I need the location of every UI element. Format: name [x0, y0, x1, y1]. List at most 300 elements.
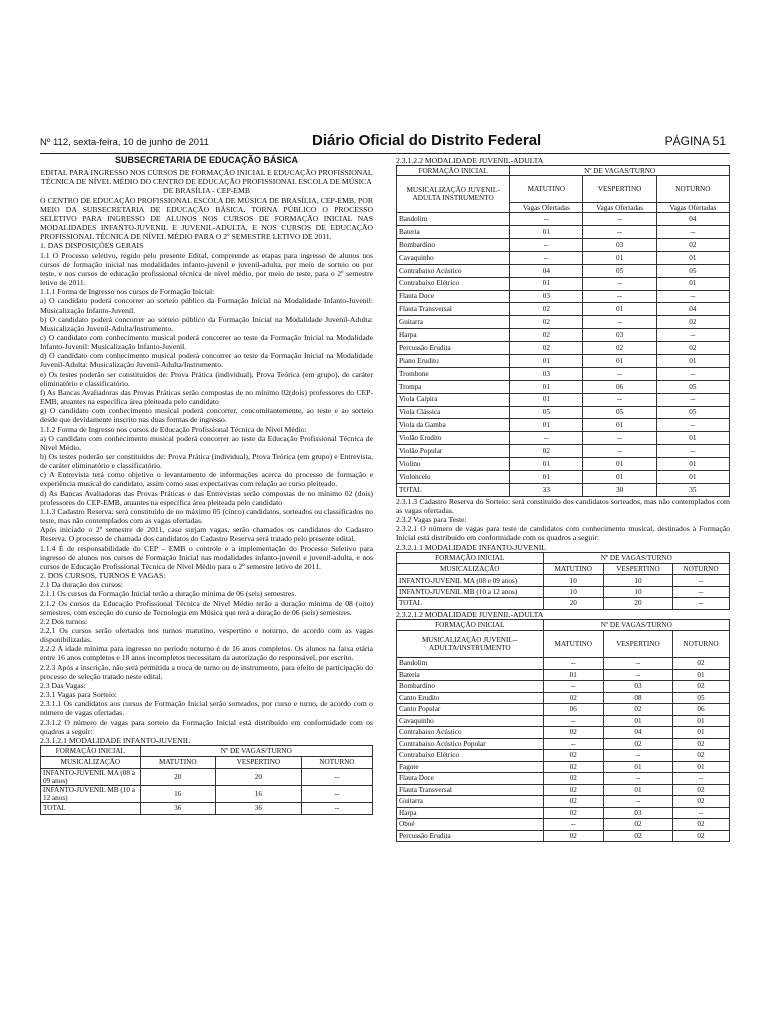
cell-value: --: [656, 393, 729, 406]
cell-value: 33: [510, 483, 583, 496]
cell-value: 05: [656, 264, 729, 277]
cell-value: --: [656, 329, 729, 342]
table-row: [397, 681, 730, 693]
cell-value: 01: [510, 354, 583, 367]
paragraph: 2.3.1 Vagas para Sorteio:: [40, 690, 117, 700]
row-label: Contrabaixo Acústico Popular: [397, 738, 544, 750]
cell-value: --: [510, 251, 583, 264]
table-header: FORMAÇÃO INICIAL: [397, 166, 510, 176]
cell-value: 02: [672, 750, 729, 762]
cell-value: 01: [510, 226, 583, 239]
cell-value: 01: [603, 715, 672, 727]
cell-value: 16: [140, 786, 215, 803]
table-row: [397, 761, 730, 773]
cell-value: 20: [603, 598, 672, 609]
cell-value: 01: [656, 432, 729, 445]
cell-value: 02: [510, 329, 583, 342]
paragraph: 1.1 O Processo seletivo, regido pelo presente Edital, compreende as etapas para ingresso de alunos nos cursos de formação inicial nas modalidades infanto-juvenil e juvenil-adulta, por meio de sorteio ou por teste, e nos cursos de educação profissional técnica de nível médio, por meio de teste, para o 2º semestre letivo de 2011.: [40, 250, 373, 288]
cell-value: 10: [543, 586, 603, 597]
cell-value: --: [583, 213, 656, 226]
paragraph: 2.2.3 Após a inscrição, não será permitida a troca de turno ou de instrumento, para efeito de participação do processo de seleção tratado neste edital.: [40, 662, 373, 681]
left-column: [40, 156, 373, 815]
cell-value: 30: [583, 483, 656, 496]
cell-value: 01: [543, 669, 603, 681]
cell-value: 02: [543, 692, 603, 704]
table-row: [397, 715, 730, 727]
table-row: [41, 768, 373, 785]
table-row: [397, 419, 730, 432]
cell-value: 36: [140, 803, 215, 814]
table-row: [397, 692, 730, 704]
row-label: Canto Erudito: [397, 692, 544, 704]
table-header: MATUTINO: [510, 176, 583, 203]
row-label: Bateria: [397, 669, 544, 681]
table-header: Nº DE VAGAS/TURNO: [543, 619, 729, 631]
right-paragraphs: [396, 497, 730, 552]
paragraph: b) O candidato poderá concorrer ao sorteio público da Formação Inicial na Modalidade Juvenil-Adulta: Musicalização Juvenil-Adulta/Instrumento.: [40, 314, 373, 333]
right-column: [396, 156, 730, 842]
paragraph: 1.1.2 Forma de Ingresso nos cursos de Educação Profissional Técnica de Nível Médio:: [40, 424, 307, 434]
cell-value: 03: [603, 681, 672, 693]
paragraph: f) As Bancas Avaliadoras das Provas Práticas serão compostas de no mínimo 02(dois) professores do CEP-EMB, atuantes na específica área pleiteada pelo candidato: [40, 387, 373, 407]
paragraph: 1.1.3 Cadastro Reserva: será constituído de no máximo 05 (cinco) candidatos, sorteados ou classificados no teste, mas não contemplados com as vagas ofertadas.: [40, 506, 373, 526]
cell-value: 02: [510, 303, 583, 316]
paragraph: 2.1 Da duração dos cursos:: [40, 580, 124, 590]
cell-value: 02: [672, 819, 729, 831]
row-label: Cavaquinho: [397, 715, 544, 727]
row-label: Flauta Transversal: [397, 303, 510, 316]
cell-value: --: [510, 432, 583, 445]
cell-value: --: [603, 750, 672, 762]
cell-value: 04: [656, 303, 729, 316]
table-row: [397, 316, 730, 329]
paragraph: 2.3.2.1 O número de vagas para teste de candidatos com conhecimento musical, destinados à Formação Inicial está distribuído em conformidade com os quadros a seguir:: [396, 524, 730, 543]
table-row: [397, 380, 730, 393]
left-paragraphs: [40, 196, 373, 745]
cell-value: --: [583, 393, 656, 406]
cell-value: 35: [656, 483, 729, 496]
paragraph: O CENTRO DE EDUCAÇÃO PROFISSIONAL ESCOLA DE MÚSICA DE BRASÍLIA, CEP-EMB, POR MEIO DA SUBSECRETARIA DE EDUCAÇÃO BÁSICA, TORNA PÚBLICO O PROCESSO SELETIVO PARA INGRESSO DE ALUNOS NOS CURSOS DE FORMAÇÃO INICIAL NAS MODALIDADES INFANTO-JUVENIL E JUVENIL-ADULTA, E NOS CURSOS DE EDUCAÇÃO PROFISSIONAL TÉCNICA DE NÍVEL MÉDIO PARA O 2º SEMESTRE LETIVO DE 2011.: [40, 195, 373, 242]
table-header: Vagas Ofertadas: [656, 203, 729, 213]
table-header: MATUTINO: [140, 757, 215, 768]
infanto-juvenil-sorteio-table: [40, 745, 373, 815]
cell-value: --: [603, 658, 672, 670]
cell-value: --: [583, 316, 656, 329]
cell-value: 05: [583, 264, 656, 277]
paragraph: 2.3 Das Vagas:: [40, 680, 86, 690]
cell-value: --: [656, 290, 729, 303]
cell-value: 05: [656, 380, 729, 393]
cell-value: 02: [672, 784, 729, 796]
row-label: Flauta Doce: [397, 290, 510, 303]
cell-value: 01: [583, 419, 656, 432]
cell-value: --: [603, 773, 672, 785]
row-label: Flauta Doce: [397, 773, 544, 785]
infanto-juvenil-teste-table: [396, 552, 730, 610]
page-header: [40, 131, 730, 153]
table-row: [397, 354, 730, 367]
cell-value: --: [583, 445, 656, 458]
row-label: Contrabaixo Elétrico: [397, 277, 510, 290]
cell-value: --: [656, 226, 729, 239]
cell-value: 20: [543, 598, 603, 609]
table-row: [397, 750, 730, 762]
cell-value: 01: [583, 354, 656, 367]
cell-value: --: [603, 796, 672, 808]
cell-value: --: [301, 768, 372, 785]
cell-value: 02: [543, 761, 603, 773]
table-row: [397, 264, 730, 277]
table-header: MATUTINO: [543, 564, 603, 575]
cell-value: 06: [543, 704, 603, 716]
cell-value: 02: [656, 238, 729, 251]
cell-value: 01: [583, 251, 656, 264]
paragraph: 2.3.1.2.1 MODALIDADE INFANTO-JUVENIL: [40, 735, 191, 745]
table-row: [397, 727, 730, 739]
table-row: [397, 432, 730, 445]
cell-value: 01: [510, 380, 583, 393]
table-header: Nº DE VAGAS/TURNO: [140, 746, 372, 757]
cell-value: 10: [543, 575, 603, 586]
table-header: NOTURNO: [672, 631, 729, 658]
table-row: [397, 773, 730, 785]
paragraph: 2.3.1.3 Cadastro Reserva do Sorteio: será constituído dos candidatos sorteados, mas não contemplados com as vagas ofertadas.: [396, 496, 730, 515]
row-label: Bateria: [397, 226, 510, 239]
cell-value: 20: [215, 768, 301, 785]
cell-value: 05: [656, 406, 729, 419]
paragraph: b) Os testes poderão ser constituídos de: Prova Prática (individual), Prova Teórica (em grupo) e Entrevista, de caráter eliminatório e classificatório.: [40, 452, 373, 471]
cell-value: 02: [510, 342, 583, 355]
table-header: Nº DE VAGAS/TURNO: [510, 166, 730, 176]
row-label: Percussão Erudita: [397, 830, 544, 842]
cell-value: 20: [140, 768, 215, 785]
cell-value: 06: [583, 380, 656, 393]
table-header: FORMAÇÃO INICIAL: [397, 552, 544, 563]
cell-value: --: [672, 807, 729, 819]
cell-value: 01: [656, 251, 729, 264]
cell-value: 04: [603, 727, 672, 739]
cell-value: 16: [215, 786, 301, 803]
table-row: [397, 238, 730, 251]
cell-value: 02: [603, 830, 672, 842]
table-row: [397, 704, 730, 716]
cell-value: 01: [656, 277, 729, 290]
table-header: FORMAÇÃO INICIAL: [41, 746, 141, 757]
table-row: [397, 367, 730, 380]
row-label: Guitarra: [397, 316, 510, 329]
cell-value: 02: [603, 738, 672, 750]
table-header: VESPERTINO: [215, 757, 301, 768]
page-number: PÁGINA 51: [664, 134, 726, 148]
cell-value: 02: [543, 773, 603, 785]
cell-value: --: [672, 773, 729, 785]
cell-value: 01: [672, 669, 729, 681]
paragraph: 1.1.4 É de responsabilidade do CEP – EMB o controle e a implementação do Processo Seletivo para ingresso de alunos nos cursos de Formação Inicial nas modalidades infanto-juvenil e juvenil-adulta, e nos cursos de Educação Profissional Técnica de Nível Médio para o 2º semestre letivo de 2011.: [40, 543, 373, 571]
table-caption: 2.3.2.1.2 MODALIDADE JUVENIL-ADULTA: [396, 609, 544, 619]
cell-value: 01: [583, 458, 656, 471]
table-row: [397, 458, 730, 471]
row-label: TOTAL: [397, 483, 510, 496]
table-row: [397, 575, 730, 586]
row-label: Harpa: [397, 329, 510, 342]
table-header: MUSICALIZAÇÃO JUVENIL-ADULTA INSTRUMENTO: [397, 176, 510, 213]
cell-value: --: [583, 277, 656, 290]
paragraph: e) Os testes poderão ser constituídos de: Prova Prática (individual), Prova Teórica (em grupo), de caráter eliminatório e classificatório.: [40, 369, 373, 388]
cell-value: 02: [603, 819, 672, 831]
table-row: [397, 329, 730, 342]
paragraph: 1. DAS DISPOSIÇÕES GERAIS: [40, 241, 144, 251]
section-title: SUBSECRETARIA DE EDUCAÇÃO BÁSICA: [114, 155, 298, 165]
cell-value: --: [543, 738, 603, 750]
table-row: [397, 669, 730, 681]
paragraph: d) O candidato com conhecimento musical poderá concorrer ao teste da Formação Inicial na Modalidade Juvenil-Adulta: Musicalização Juvenil-Adulta/Instrumento.: [40, 351, 373, 370]
row-label: Violão Popular: [397, 445, 510, 458]
cell-value: --: [510, 238, 583, 251]
table-row: [397, 830, 730, 842]
paragraph: 2.2 Dos turnos:: [40, 616, 88, 626]
paragraph: c) A Entrevista terá como objetivo o levantamento de informações acerca do processo de formação e experiência musical do candidato, assim como suas expectativas com relação ao curso pleiteado.: [40, 470, 373, 489]
header-rule: [40, 153, 730, 154]
table-header: Vagas Ofertadas: [510, 203, 583, 213]
table-header: FORMAÇÃO INICIAL: [397, 619, 544, 631]
table-row: [397, 738, 730, 750]
cell-value: 02: [543, 727, 603, 739]
row-label: Fagote: [397, 761, 544, 773]
row-label: Bandolim: [397, 213, 510, 226]
cell-value: 01: [583, 303, 656, 316]
cell-value: --: [583, 290, 656, 303]
paragraph: c) O candidato com conhecimento musical poderá concorrer ao teste da Formação Inicial na Modalidade Infanto-Juvenil: Musicalização Infanto-Juvenil.: [40, 332, 373, 352]
cell-value: --: [656, 419, 729, 432]
cell-value: 36: [215, 803, 301, 814]
row-label: TOTAL: [41, 803, 141, 814]
edital-title: EDITAL PARA INGRESSO NOS CURSOS DE FORMAÇÃO INICIAL E EDUCAÇÃO PROFISSIONAL TÉCNICA DE NÍVEL MÉDIO DO CENTRO DE EDUCAÇÃO PROFISSIONAL ESCOLA DE MÚSICA DE BRASÍLIA - CEP-EMB: [40, 168, 373, 196]
paragraph: 2.2.2 A idade mínima para ingresso no período noturno é de 16 anos completos. Os alunos na faixa etária entre 16 anos completos e 18 anos incompletos necessitam da autorização do responsável, por escrito.: [40, 644, 373, 663]
cell-value: 03: [510, 290, 583, 303]
cell-value: 01: [510, 277, 583, 290]
cell-value: 03: [583, 238, 656, 251]
cell-value: --: [672, 575, 729, 586]
table-header: VESPERTINO: [603, 564, 672, 575]
table-row: [397, 213, 730, 226]
cell-value: 02: [543, 796, 603, 808]
cell-value: 01: [672, 727, 729, 739]
table-header: MUSICALIZAÇÃO JUVENIL--ADULTA/INSTRUMENTO: [397, 631, 544, 658]
cell-value: --: [301, 803, 372, 814]
cell-value: 01: [656, 354, 729, 367]
table-row: [397, 586, 730, 597]
journal-title: Diário Oficial do Distrito Federal: [312, 132, 542, 149]
cell-value: --: [543, 681, 603, 693]
cell-value: 01: [656, 470, 729, 483]
cell-value: --: [301, 786, 372, 803]
cell-value: 02: [543, 807, 603, 819]
issue-line: Nº 112, sexta-feira, 10 de junho de 2011: [40, 137, 209, 148]
table-row: [397, 658, 730, 670]
cell-value: 01: [510, 470, 583, 483]
row-label: Viola da Gamba: [397, 419, 510, 432]
table-header: MUSICALIZAÇÃO: [41, 757, 141, 768]
cell-value: --: [672, 598, 729, 609]
cell-value: 06: [672, 704, 729, 716]
table-row: [41, 803, 373, 814]
cell-value: --: [656, 367, 729, 380]
table-row: [397, 251, 730, 264]
cell-value: --: [543, 819, 603, 831]
row-label: Oboé: [397, 819, 544, 831]
table-row: [397, 393, 730, 406]
table-header: VESPERTINO: [583, 176, 656, 203]
paragraph: a) O candidato poderá concorrer ao sorteio público da Formação Inicial na Modalidade Infanto-Juvenil: Musicalização Infanto-Juvenil.: [40, 296, 373, 315]
row-label: Canto Popular: [397, 704, 544, 716]
cell-value: 02: [672, 830, 729, 842]
juvenil-adulta-teste-table: [396, 619, 730, 843]
cell-value: 01: [510, 393, 583, 406]
paragraph: 1.1.1 Forma de Ingresso nos cursos de Formação Inicial:: [40, 287, 215, 297]
table-row: [41, 786, 373, 803]
cell-value: 01: [510, 458, 583, 471]
cell-value: 01: [672, 715, 729, 727]
cell-value: 01: [672, 761, 729, 773]
row-label: INFANTO-JUVENIL MB (10 a 12 anos): [41, 786, 141, 803]
row-label: Flauta Transversal: [397, 784, 544, 796]
cell-value: 01: [583, 470, 656, 483]
row-label: INFANTO-JUVENIL MA (08 a 09 anos): [41, 768, 141, 785]
cell-value: 02: [510, 445, 583, 458]
table-row: [397, 290, 730, 303]
row-label: TOTAL: [397, 598, 544, 609]
table-row: [397, 303, 730, 316]
row-label: Contrabaixo Acústico: [397, 264, 510, 277]
paragraph: d) As Bancas Avaliadoras das Provas Práticas e das Entrevistas serão compostas de no mínimo 02 (dois) professores do CEP-EMB, atuantes na específica área pleiteada pelo candidato: [40, 488, 373, 507]
row-label: Piano Erudito: [397, 354, 510, 367]
cell-value: 04: [510, 264, 583, 277]
paragraph: a) O candidato com conhecimento musical poderá concorrer ao teste da Educação Profissional Técnica de Nível Médio.: [40, 433, 373, 452]
cell-value: 02: [543, 784, 603, 796]
paragraph: 2.3.2.1.1 MODALIDADE INFANTO-JUVENIL: [396, 542, 547, 552]
table-row: [397, 784, 730, 796]
table-row: [397, 342, 730, 355]
cell-value: 05: [672, 692, 729, 704]
juvenil-adulta-sorteio-table: [396, 165, 730, 497]
cell-value: 01: [603, 761, 672, 773]
cell-value: --: [656, 445, 729, 458]
table-row: [397, 445, 730, 458]
table-header: NOTURNO: [672, 564, 729, 575]
paragraph: 2.3.1.1 Os candidatos aos cursos de Formação Inicial serão sorteados, por curso e turno, de acordo com o número de vagas ofertadas.: [40, 699, 373, 718]
row-label: Contrabaixo Acústico: [397, 727, 544, 739]
cell-value: --: [543, 715, 603, 727]
row-label: Viola Clássica: [397, 406, 510, 419]
table-header: NOTURNO: [656, 176, 729, 203]
table-header: Vagas Ofertadas: [583, 203, 656, 213]
cell-value: 02: [672, 658, 729, 670]
row-label: Violão Erudito: [397, 432, 510, 445]
cell-value: 02: [672, 796, 729, 808]
cell-value: 02: [543, 750, 603, 762]
row-label: Cavaquinho: [397, 251, 510, 264]
table-row: [397, 483, 730, 496]
cell-value: --: [583, 226, 656, 239]
cell-value: --: [583, 432, 656, 445]
paragraph: Após iniciado o 2º semestre de 2011, caso surjam vagas, serão chamados os candidatos do Cadastro Reserva. O processo de chamada dos candidatos do Cadastro Reserva será tratado pelo presente edital.: [40, 525, 373, 544]
table-row: [397, 598, 730, 609]
cell-value: 03: [603, 807, 672, 819]
paragraph: g) O candidato com conhecimento musical poderá concorrer, concomitantemente, ao teste e ao sorteio desde que devidamente inscrito nas duas formas de ingresso.: [40, 406, 373, 425]
row-label: INFANTO-JUVENIL MB (10 a 12 anos): [397, 586, 544, 597]
cell-value: 04: [656, 213, 729, 226]
table-row: [397, 807, 730, 819]
row-label: Bombardino: [397, 681, 544, 693]
paragraph: 2.3.1.2 O número de vagas para sorteio da Formação Inicial está distribuído em conformidade com os quadros a seguir:: [40, 717, 373, 736]
row-label: Percussão Erudita: [397, 342, 510, 355]
row-label: Bombardino: [397, 238, 510, 251]
cell-value: 01: [656, 458, 729, 471]
row-label: Guitarra: [397, 796, 544, 808]
cell-value: 05: [583, 406, 656, 419]
table-row: [397, 796, 730, 808]
table-header: Nº DE VAGAS/TURNO: [543, 552, 729, 563]
cell-value: 08: [603, 692, 672, 704]
paragraph: 2.2.1 Os cursos serão ofertados nos turnos matutino, vespertino e noturno, de acordo com as vagas disponibilizadas.: [40, 625, 373, 645]
cell-value: 02: [603, 704, 672, 716]
cell-value: 01: [603, 784, 672, 796]
table-header: NOTURNO: [301, 757, 372, 768]
table-row: [397, 819, 730, 831]
table-row: [397, 406, 730, 419]
row-label: Viola Caipira: [397, 393, 510, 406]
cell-value: 02: [510, 316, 583, 329]
cell-value: --: [603, 669, 672, 681]
row-label: Trombone: [397, 367, 510, 380]
row-label: Trompa: [397, 380, 510, 393]
cell-value: 05: [510, 406, 583, 419]
cell-value: 02: [656, 342, 729, 355]
table-row: [397, 226, 730, 239]
cell-value: 02: [672, 738, 729, 750]
row-label: Violino: [397, 458, 510, 471]
cell-value: --: [510, 213, 583, 226]
table-header: MATUTINO: [543, 631, 603, 658]
table-row: [397, 277, 730, 290]
cell-value: 10: [603, 575, 672, 586]
table-header: MUSICALIZAÇÃO: [397, 564, 544, 575]
cell-value: 10: [603, 586, 672, 597]
paragraph: 2. DOS CURSOS, TURNOS E VAGAS:: [40, 571, 166, 581]
paragraph: 2.1.2 Os cursos da Educação Profissional Técnica de Nível Médio terão a duração mínima de 08 (oito) semestres, com exceção do curso de Tecnologia em Música que terá a duração de 06 (seis) semestres.: [40, 598, 373, 617]
table-header: VESPERTINO: [603, 631, 672, 658]
cell-value: --: [543, 658, 603, 670]
cell-value: 03: [583, 329, 656, 342]
cell-value: --: [672, 586, 729, 597]
row-label: Violoncelo: [397, 470, 510, 483]
table-row: [397, 470, 730, 483]
paragraph: 2.3.2 Vagas para Teste:: [396, 515, 467, 525]
row-label: INFANTO-JUVENIL MA (08 e 09 anos): [397, 575, 544, 586]
cell-value: 02: [656, 316, 729, 329]
row-label: Harpa: [397, 807, 544, 819]
cell-value: 02: [672, 681, 729, 693]
paragraph: 2.1.1 Os cursos da Formação Inicial terão a duração mínima de 06 (seis) semestres.: [40, 589, 297, 599]
cell-value: 01: [510, 419, 583, 432]
cell-value: 02: [583, 342, 656, 355]
cell-value: 03: [510, 367, 583, 380]
row-label: Bandolim: [397, 658, 544, 670]
cell-value: --: [583, 367, 656, 380]
row-label: Contrabaixo Elétrico: [397, 750, 544, 762]
cell-value: 02: [543, 830, 603, 842]
table-caption: 2.3.1.2.2 MODALIDADE JUVENIL-ADULTA: [396, 156, 544, 165]
